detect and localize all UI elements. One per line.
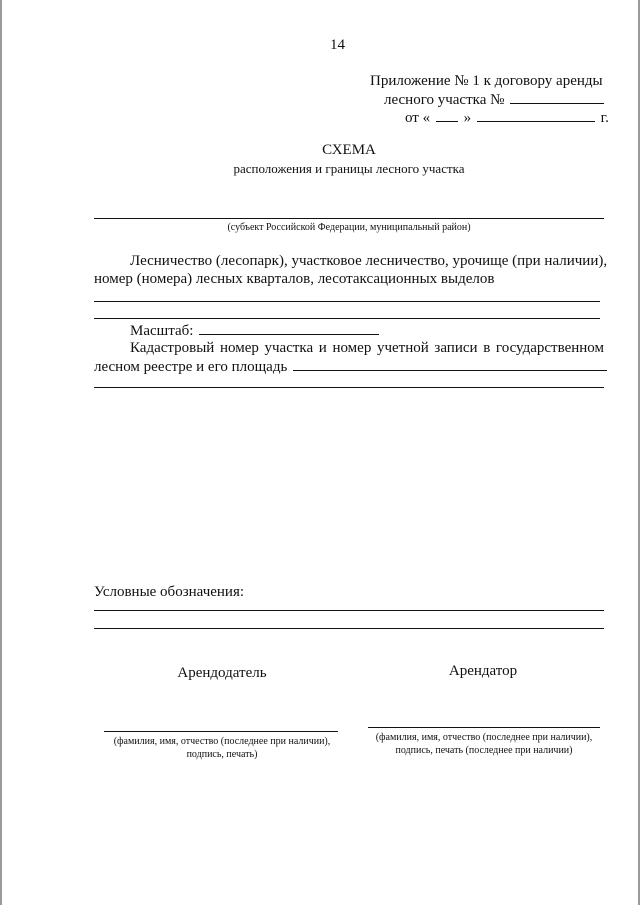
forestry-line-2: номер (номера) лесных кварталов, лесотаксационных выделов — [94, 271, 495, 287]
lessor-caption-line-1: (фамилия, имя, отчество (последнее при наличии), — [113, 736, 331, 747]
forestry-blank-line-2[interactable] — [94, 318, 600, 319]
annex-lease-number-label: лесного участка № — [384, 92, 505, 108]
cadastral-line-1: Кадастровый номер участка и номер учетной записи в государственном — [130, 340, 604, 356]
date-open-quote: от « — [405, 110, 431, 126]
lessee-title: Арендатор — [448, 663, 518, 679]
schema-subtitle: расположения и границы лесного участка — [233, 161, 465, 176]
page-number: 14 — [330, 37, 345, 53]
lessee-caption-line-2: подпись, печать (последнее при наличии) — [395, 745, 573, 756]
lessor-signature-line[interactable] — [104, 731, 338, 732]
cadastral-area-blank[interactable] — [293, 358, 607, 371]
cadastral-line-2-text: лесном реестре и его площадь — [94, 359, 288, 375]
annex-line-3 — [405, 109, 609, 127]
lessor-title: Арендодатель — [177, 665, 267, 681]
legend-label: Условные обозначения: — [94, 584, 245, 600]
date-close-quote: » — [463, 110, 472, 126]
lessor-caption-line-2: подпись, печать) — [186, 749, 258, 760]
lessee-signature-line[interactable] — [368, 727, 600, 728]
annex-line-2 — [384, 91, 606, 109]
annex-line-1: Приложение № 1 к договору аренды — [370, 73, 603, 89]
date-month-year-blank[interactable] — [477, 109, 595, 122]
cadastral-line-2 — [94, 358, 609, 376]
scale-blank[interactable] — [199, 322, 379, 335]
legend-blank-line-1[interactable] — [94, 610, 604, 611]
scale-label: Масштаб: — [130, 323, 194, 339]
date-day-blank[interactable] — [436, 109, 458, 122]
legend-blank-line-2[interactable] — [94, 628, 604, 629]
lessee-caption-line-1: (фамилия, имя, отчество (последнее при наличии), — [375, 732, 593, 743]
forestry-blank-line-1[interactable] — [94, 301, 600, 302]
scale-row — [130, 322, 381, 340]
subject-caption: (субъект Российской Федерации, муниципальный район) — [227, 222, 471, 233]
forestry-line-1: Лесничество (лесопарк), участковое лесничество, урочище (при наличии), — [130, 253, 608, 269]
date-year-suffix: г. — [600, 110, 609, 126]
cadastral-blank-line[interactable] — [94, 387, 604, 388]
lease-number-blank[interactable] — [510, 91, 604, 104]
schema-title: СХЕМА — [322, 142, 376, 158]
scan-edge-left — [0, 0, 2, 905]
subject-blank-line[interactable] — [94, 218, 604, 219]
